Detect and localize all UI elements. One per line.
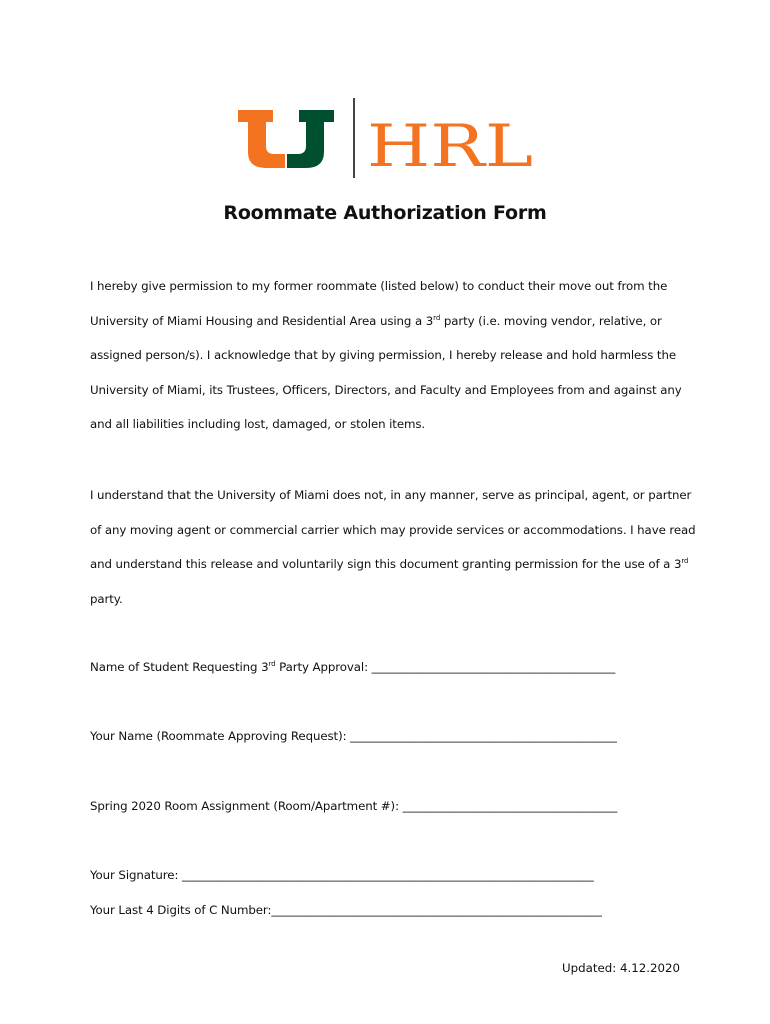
field-label: Party Approval: (275, 660, 372, 674)
university-logo (236, 98, 536, 180)
field-label: Name of Student Requesting 3 (90, 660, 269, 674)
student-name-blank[interactable]: __________________________________________ (371, 660, 616, 674)
signature-field[interactable] (90, 868, 594, 882)
field-label: Your Name (Roommate Approving Request): (90, 729, 351, 743)
roommate-name-field[interactable] (90, 729, 617, 743)
paragraph-line: University of Miami Housing and Residential Area using a 3rd party (i.e. moving vendor, relative, or (90, 313, 662, 328)
paragraph-line: and all liabilities including lost, damaged, or stolen items. (90, 417, 426, 432)
u-logo-icon (238, 110, 334, 168)
understanding-paragraph (90, 478, 696, 616)
permission-paragraph (90, 269, 690, 442)
paragraph-line: assigned person/s). I acknowledge that by giving permission, I hereby release and hold harmless the (90, 348, 676, 363)
field-label: Your Last 4 Digits of C Number: (90, 903, 272, 917)
signature-blank[interactable]: _______________________________________________________________________ (181, 868, 594, 882)
form-title: Roommate Authorization Form (223, 202, 547, 224)
paragraph-line: party. (90, 591, 123, 606)
paragraph-line: I hereby give permission to my former roommate (listed below) to conduct their move out from the (90, 279, 668, 293)
room-assignment-blank[interactable]: _____________________________________ (402, 799, 618, 813)
logo-divider (353, 98, 355, 178)
paragraph-line: of any moving agent or commercial carrier which may provide services or accommodations. I have read (90, 522, 696, 537)
paragraph-line: and understand this release and voluntarily sign this document granting permission for the use of a 3rd (90, 557, 689, 572)
room-assignment-field[interactable] (90, 799, 617, 813)
paragraph-line: I understand that the University of Miami does not, in any manner, serve as principal, agent, or partner (90, 488, 692, 502)
roommate-name-blank[interactable]: ______________________________________________ (350, 729, 617, 743)
field-label: Your Signature: (90, 868, 182, 882)
hrl-wordmark: HRL (367, 112, 533, 180)
paragraph-line: University of Miami, its Trustees, Officers, Directors, and Faculty and Employees from and against any (90, 382, 682, 397)
field-label: Spring 2020 Room Assignment (Room/Apartment #): (90, 799, 403, 813)
student-name-field[interactable]: Name of Student Requesting 3rd Party Approval: __________________________________________ (90, 660, 616, 674)
updated-date: Updated: 4.12.2020 (562, 961, 680, 975)
c-number-field[interactable] (90, 903, 602, 917)
c-number-blank[interactable]: _________________________________________________________ (271, 903, 602, 917)
